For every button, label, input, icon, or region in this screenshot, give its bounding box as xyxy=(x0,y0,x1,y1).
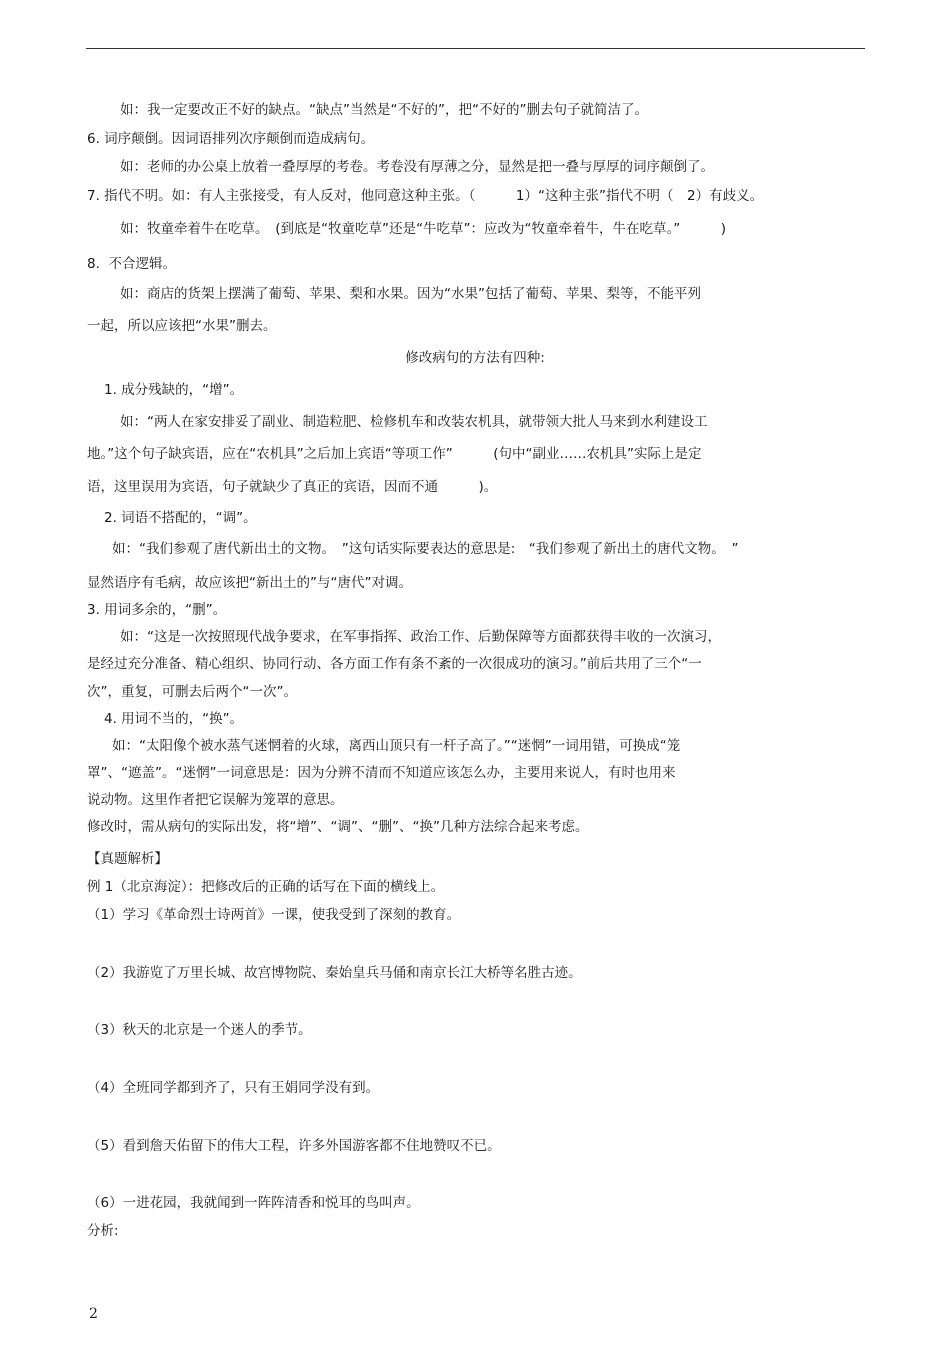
text-line: 如：“两人在家安排妥了副业、制造粒肥、检修机车和改装农机具，就带领大批人马来到水利建设工 xyxy=(120,414,708,430)
text-line: 如：我一定要改正不好的缺点。“缺点”当然是“不好的”，把“不好的”删去句子就简洁了。 xyxy=(120,102,648,118)
question-item: （5）看到詹天佑留下的伟大工程，许多外国游客都不住地赞叹不已。 xyxy=(87,1138,501,1154)
text-line: 如：商店的货架上摆满了葡萄、苹果、梨和水果。因为“水果”包括了葡萄、苹果、梨等，不能平列 xyxy=(120,286,701,302)
text-line: 7. 指代不明。如：有人主张接受，有人反对，他同意这种主张。（ 1）“这种主张”指代不明（ 2）有歧义。 xyxy=(87,188,764,204)
text-line: 【真题解析】 xyxy=(87,851,168,867)
analysis-label: 分析: xyxy=(87,1223,119,1239)
text-line: 罩”、“遮盖”。“迷惘”一词意思是：因为分辨不清而不知道应该怎么办，主要用来说人，有时也用来 xyxy=(87,765,676,781)
text-line: 如：牧童牵着牛在吃草。 (到底是“牧童吃草”还是“牛吃草”：应改为“牧童牵着牛，牛在吃草。” ) xyxy=(120,221,726,237)
text-line: 1. 成分残缺的，“增”。 xyxy=(104,382,244,398)
text-line: 如：“这是一次按照现代战争要求，在军事指挥、政治工作、后勤保障等方面都获得丰收的一次演习， xyxy=(120,629,721,645)
text-line: 语，这里误用为宾语，句子就缺少了真正的宾语，因而不通 )。 xyxy=(87,479,498,495)
question-item: （2）我游览了万里长城、故宫博物院、秦始皇兵马俑和南京长江大桥等名胜古迹。 xyxy=(87,965,582,981)
page-number: 2 xyxy=(89,1306,98,1322)
section-heading: 修改病句的方法有四种: xyxy=(405,350,545,366)
text-line: 如：老师的办公桌上放着一叠厚厚的考卷。考卷没有厚薄之分，显然是把一叠与厚厚的词序颠倒了。 xyxy=(120,159,714,175)
text-line: 2. 词语不搭配的，“调”。 xyxy=(104,510,257,526)
text-line: 显然语序有毛病，故应该把“新出土的”与“唐代”对调。 xyxy=(87,575,412,591)
text-line: 如：“太阳像个被水蒸气迷惘着的火球，离西山顶只有一杆子高了。”“迷惘”一词用错，可换成“笼 xyxy=(112,738,681,754)
text-line: 说动物。这里作者把它误解为笼罩的意思。 xyxy=(87,792,344,808)
text-line: 一起，所以应该把“水果”删去。 xyxy=(87,318,277,334)
question-item: （6）一进花园，我就闻到一阵阵清香和悦耳的鸟叫声。 xyxy=(87,1195,420,1211)
text-line: 如：“我们参观了唐代新出土的文物。 ”这句话实际要表达的意思是: “我们参观了新出土的唐代文物。 ” xyxy=(112,541,739,557)
text-line: 修改时，需从病句的实际出发，将“增”、“调”、“删”、“换”几种方法综合起来考虑。 xyxy=(87,819,589,835)
question-item: （4）全班同学都到齐了，只有王娟同学没有到。 xyxy=(87,1080,380,1096)
header-rule xyxy=(86,48,865,49)
text-line: 4. 用词不当的，“换”。 xyxy=(104,711,244,727)
text-line: 地。”这个句子缺宾语，应在“农机具”之后加上宾语“等项工作” (句中“副业……农机具”实际上是定 xyxy=(87,446,702,462)
text-line: 6. 词序颠倒。因词语排列次序颠倒而造成病句。 xyxy=(87,131,375,147)
text-line: 是经过充分准备、精心组织、协同行动、各方面工作有条不紊的一次很成功的演习。”前后共用了三个“一 xyxy=(87,656,702,672)
text-line: 3. 用词多余的，“删”。 xyxy=(87,602,227,618)
question-item: （1）学习《革命烈士诗两首》一课，使我受到了深刻的教育。 xyxy=(87,907,461,923)
question-item: （3）秋天的北京是一个迷人的季节。 xyxy=(87,1022,312,1038)
text-line: 次”，重复，可删去后两个“一次”。 xyxy=(87,684,297,700)
text-line: 例 1（北京海淀）：把修改后的正确的话写在下面的横线上。 xyxy=(87,879,445,895)
text-line: 8. 不合逻辑。 xyxy=(87,256,176,272)
